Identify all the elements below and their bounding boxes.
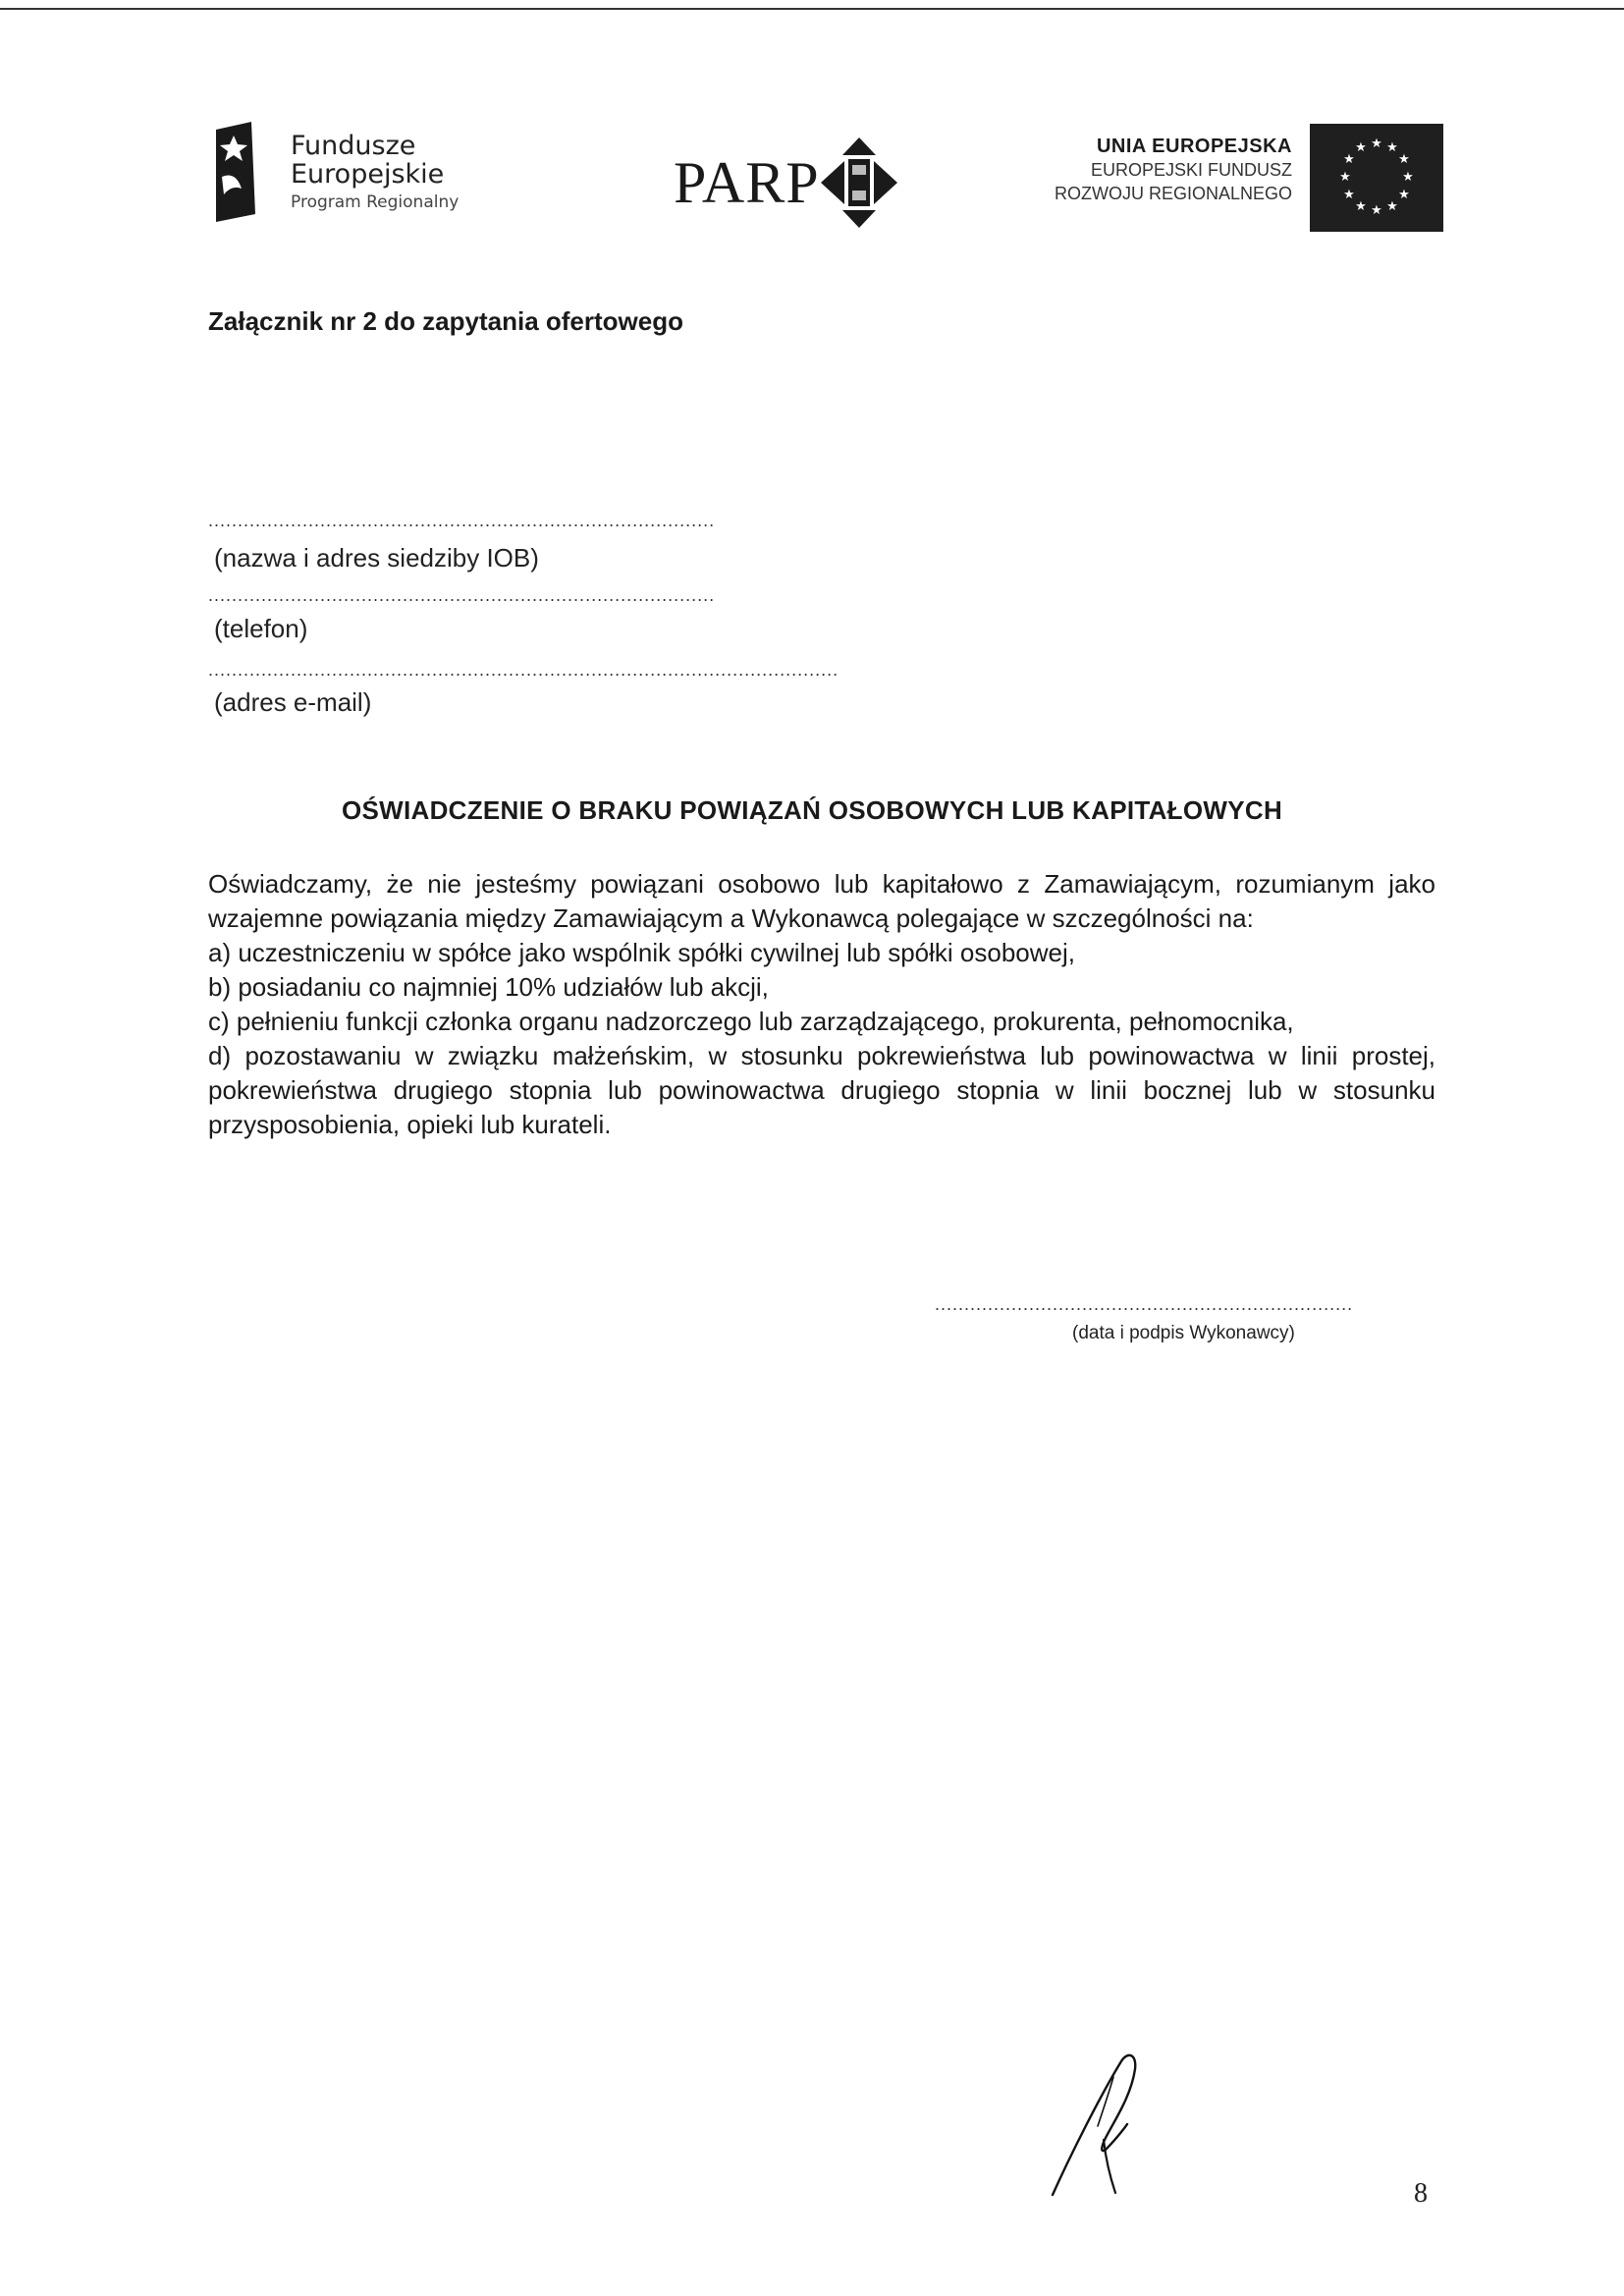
fundusze-europejskie-logo	[208, 110, 522, 228]
field-label-email: (adres e-mail)	[214, 687, 372, 717]
parp-logo	[674, 130, 909, 238]
logo-left-line2: Europejskie	[291, 159, 445, 190]
svg-text:★: ★	[1371, 137, 1382, 151]
svg-text:★: ★	[1386, 199, 1398, 214]
svg-text:★: ★	[1398, 152, 1410, 167]
logo-left-line3: Program Regionalny	[291, 192, 460, 212]
svg-text:★: ★	[1339, 170, 1351, 185]
statement-item-d-line3: przysposobienia, opieki lub kurateli.	[208, 1110, 612, 1139]
parp-logo-text: PARP	[674, 150, 820, 215]
statement-item-d-line2: pokrewieństwa drugiego stopnia lub powinowactwa drugiego stopnia w linii bocznej lub w stosunku	[208, 1075, 1435, 1105]
parp-arrows-icon	[819, 136, 899, 230]
statement-intro-line2: wzajemne powiązania między Zamawiającym a Wykonawcą polegające w szczególności na:	[208, 903, 1254, 933]
svg-text:★: ★	[1386, 140, 1398, 155]
svg-text:★: ★	[1371, 203, 1382, 218]
statement-title: OŚWIADCZENIE O BRAKU POWIĄZAŃ OSOBOWYCH LUB KAPITAŁOWYCH	[341, 795, 1283, 825]
annex-title: Załącznik nr 2 do zapytania ofertowego	[208, 306, 683, 336]
statement-intro-line1: Oświadczamy, że nie jesteśmy powiązani osobowo lub kapitałowo z Zamawiającym, rozumianym jako	[208, 869, 1435, 899]
field-label-phone: (telefon)	[214, 614, 308, 643]
logo-right-line1: UNIA EUROPEJSKA	[1096, 136, 1292, 157]
svg-text:★: ★	[1343, 188, 1355, 202]
svg-text:★: ★	[1343, 152, 1355, 167]
signature-label: (data i podpis Wykonawcy)	[1072, 1323, 1295, 1343]
svg-text:★: ★	[1402, 170, 1414, 185]
page-number: 8	[1414, 2178, 1428, 2209]
svg-text:★: ★	[1355, 140, 1367, 155]
svg-text:★: ★	[1355, 199, 1367, 214]
fundusze-europejskie-emblem-icon	[212, 116, 259, 224]
field-dotline-name: ......................................................................................	[208, 511, 716, 530]
field-dotline-phone: ......................................................................................	[208, 585, 716, 605]
field-label-name-address: (nazwa i adres siedziby IOB)	[214, 543, 539, 573]
handwritten-signature	[1041, 2048, 1159, 2205]
statement-item-b: b) posiadaniu co najmniej 10% udziałów lub akcji,	[208, 972, 769, 1002]
statement-item-a: a) uczestniczeniu w spółce jako wspólnik spółki cywilnej lub spółki osobowej,	[208, 938, 1075, 967]
top-border-line	[0, 8, 1624, 10]
eu-flag-icon	[1310, 124, 1443, 232]
logo-left-line1: Fundusze	[291, 131, 416, 161]
field-dotline-email: ...........................................................................................................	[208, 660, 839, 680]
signature-dotline: .......................................................................	[935, 1294, 1354, 1314]
statement-item-c: c) pełnieniu funkcji członka organu nadzorczego lub zarządzającego, prokurenta, pełnomocnika,	[208, 1007, 1294, 1036]
logo-right-line3: ROZWOJU REGIONALNEGO	[1054, 184, 1292, 203]
unia-europejska-logo	[1021, 120, 1449, 238]
statement-body	[208, 867, 1435, 1142]
logo-right-line2: EUROPEJSKI FUNDUSZ	[1090, 160, 1292, 180]
statement-item-d-line1: d) pozostawaniu w związku małżeńskim, w stosunku pokrewieństwa lub powinowactwa w linii prostej,	[208, 1041, 1435, 1070]
svg-text:★: ★	[1398, 188, 1410, 202]
